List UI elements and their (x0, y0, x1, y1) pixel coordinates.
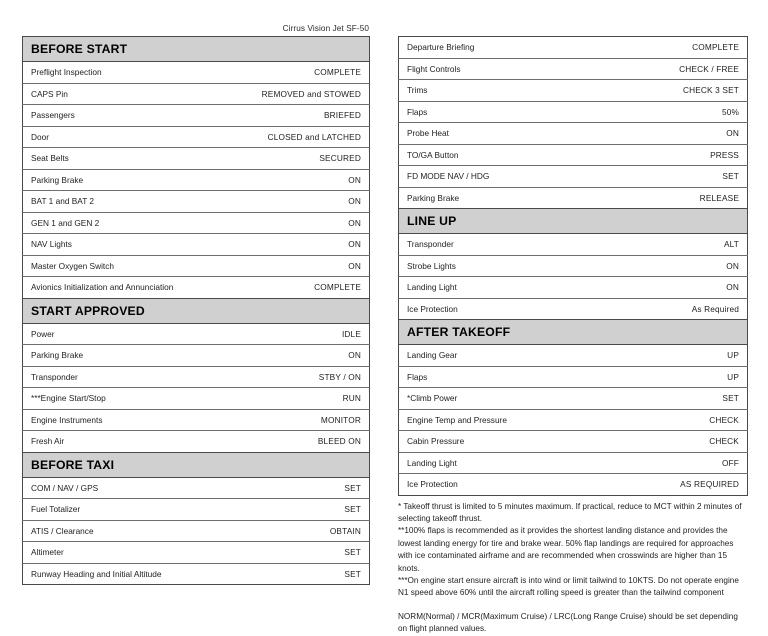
checklist-item-row[interactable] (23, 499, 370, 521)
checklist-item-row[interactable] (399, 366, 748, 388)
checklist-item-value: ON (196, 191, 370, 213)
checklist-item-row[interactable] (399, 80, 748, 102)
checklist-item-row[interactable] (23, 126, 370, 148)
checklist-item-label: Power (23, 323, 197, 345)
checklist-item-row[interactable] (23, 366, 370, 388)
checklist-item-label: Transponder (399, 234, 574, 256)
checklist-item-row[interactable] (23, 255, 370, 277)
checklist-item-row[interactable] (399, 452, 748, 474)
checklist-item-label: Parking Brake (23, 169, 197, 191)
checklist-item-row[interactable] (399, 234, 748, 256)
checklist-item-value: SET (196, 563, 370, 585)
checklist-item-value: ON (196, 169, 370, 191)
right-column (398, 0, 748, 636)
checklist-item-row[interactable] (399, 388, 748, 410)
checklist-item-label: Fuel Totalizer (23, 499, 197, 521)
section-header-row (23, 298, 370, 323)
section-header-row (399, 320, 748, 345)
left-column (22, 0, 370, 585)
checklist-item-row[interactable] (23, 234, 370, 256)
checklist-item-label: FD MODE NAV / HDG (399, 166, 574, 188)
checklist-item-row[interactable] (23, 212, 370, 234)
checklist-item-value: ON (196, 212, 370, 234)
checklist-item-label: Parking Brake (23, 345, 197, 367)
checklist-item-value: SET (196, 477, 370, 499)
checklist-item-value: ON (196, 345, 370, 367)
checklist-item-value: MONITOR (196, 409, 370, 431)
checklist-item-value: SET (573, 388, 748, 410)
footnote-paragraph: ***On engine start ensure aircraft is into wind or limit tailwind to 10KTS. Do not operate engine N1 speed above 60% until the aircraft rolling speed is greater than the tailwind component (398, 575, 739, 598)
checklist-item-value: SET (573, 166, 748, 188)
checklist-item-row[interactable] (23, 148, 370, 170)
section-title: LINE UP (399, 209, 748, 234)
checklist-item-row[interactable] (23, 563, 370, 585)
checklist-item-label: Door (23, 126, 197, 148)
checklist-item-value: BLEED ON (196, 431, 370, 453)
checklist-item-value: SECURED (196, 148, 370, 170)
checklist-item-value: CHECK 3 SET (573, 80, 748, 102)
checklist-item-value: CLOSED and LATCHED (196, 126, 370, 148)
checklist-item-label: COM / NAV / GPS (23, 477, 197, 499)
section-header-row (399, 209, 748, 234)
checklist-item-label: Preflight Inspection (23, 62, 197, 84)
checklist-item-row[interactable] (399, 101, 748, 123)
checklist-item-row[interactable] (399, 166, 748, 188)
checklist-item-value: CHECK (573, 431, 748, 453)
checklist-item-row[interactable] (399, 255, 748, 277)
checklist-item-label: NAV Lights (23, 234, 197, 256)
checklist-item-row[interactable] (23, 477, 370, 499)
section-title: BEFORE START (23, 37, 370, 62)
checklist-item-row[interactable] (23, 409, 370, 431)
checklist-item-value: UP (573, 366, 748, 388)
checklist-item-row[interactable] (23, 277, 370, 299)
checklist-item-value: AS REQUIRED (573, 474, 748, 496)
left-checklist-body (23, 37, 370, 585)
checklist-item-label: Engine Temp and Pressure (399, 409, 574, 431)
checklist-item-value: ON (196, 255, 370, 277)
footnotes (398, 501, 748, 636)
checklist-item-value: RELEASE (573, 187, 748, 209)
checklist-item-row[interactable] (399, 345, 748, 367)
checklist-item-row[interactable] (23, 431, 370, 453)
checklist-item-value: ON (573, 255, 748, 277)
section-title: BEFORE TAXI (23, 452, 370, 477)
checklist-item-value: CHECK / FREE (573, 58, 748, 80)
checklist-item-row[interactable] (399, 409, 748, 431)
checklist-item-label: Ice Protection (399, 298, 574, 320)
checklist-item-label: Engine Instruments (23, 409, 197, 431)
checklist-item-value: COMPLETE (196, 62, 370, 84)
checklist-item-value: CHECK (573, 409, 748, 431)
checklist-item-row[interactable] (399, 474, 748, 496)
checklist-item-label: Fresh Air (23, 431, 197, 453)
checklist-item-label: Passengers (23, 105, 197, 127)
right-checklist-table (398, 36, 748, 496)
checklist-item-label: Probe Heat (399, 123, 574, 145)
checklist-item-label: Transponder (23, 366, 197, 388)
checklist-item-row[interactable] (23, 105, 370, 127)
left-checklist-table (22, 36, 370, 585)
checklist-item-label: Trims (399, 80, 574, 102)
checklist-item-value: ON (196, 234, 370, 256)
checklist-item-row[interactable] (399, 431, 748, 453)
checklist-item-row[interactable] (23, 191, 370, 213)
footnote-paragraph: **100% flaps is recommended as it provides the shortest landing distance and provides the lowest landing energy for tire and brake wear. 50% flap landings are required for approaches with ice contaminated airframe and are recommended when crosswinds are higher than 15 knots. (398, 526, 734, 573)
section-title: START APPROVED (23, 298, 370, 323)
checklist-item-label: Runway Heading and Initial Altitude (23, 563, 197, 585)
section-header-row (23, 37, 370, 62)
checklist-item-row[interactable] (23, 169, 370, 191)
checklist-item-row[interactable] (399, 144, 748, 166)
checklist-item-value: OBTAIN (196, 520, 370, 542)
checklist-item-row[interactable] (399, 123, 748, 145)
checklist-item-label: Cabin Pressure (399, 431, 574, 453)
checklist-item-row[interactable] (23, 520, 370, 542)
checklist-item-value: IDLE (196, 323, 370, 345)
checklist-item-row[interactable] (399, 298, 748, 320)
section-title: AFTER TAKEOFF (399, 320, 748, 345)
checklist-item-label: Flaps (399, 366, 574, 388)
checklist-item-value: UP (573, 345, 748, 367)
checklist-item-label: Landing Light (399, 277, 574, 299)
checklist-item-row[interactable] (399, 187, 748, 209)
checklist-item-row[interactable] (399, 58, 748, 80)
checklist-item-row[interactable] (23, 62, 370, 84)
checklist-item-row[interactable] (399, 37, 748, 59)
checklist-item-label: Altimeter (23, 542, 197, 564)
right-column-spacer (398, 0, 748, 36)
checklist-item-value: SET (196, 499, 370, 521)
document-header-label: Cirrus Vision Jet SF-50 (282, 24, 369, 33)
checklist-item-label: Flaps (399, 101, 574, 123)
checklist-item-label: BAT 1 and BAT 2 (23, 191, 197, 213)
checklist-item-value: As Required (573, 298, 748, 320)
checklist-item-value: REMOVED and STOWED (196, 83, 370, 105)
checklist-item-row[interactable] (23, 83, 370, 105)
checklist-item-row[interactable] (23, 323, 370, 345)
checklist-item-value: ALT (573, 234, 748, 256)
checklist-item-value: COMPLETE (196, 277, 370, 299)
checklist-item-row[interactable] (23, 542, 370, 564)
checklist-item-label: Ice Protection (399, 474, 574, 496)
checklist-item-label: *Climb Power (399, 388, 574, 410)
checklist-item-label: Departure Briefing (407, 42, 475, 53)
checklist-item-label: Landing Gear (399, 345, 574, 367)
checklist-item-label: ***Engine Start/Stop (23, 388, 197, 410)
footnote-paragraph: NORM(Normal) / MCR(Maximum Cruise) / LRC(Long Range Cruise) should be set depending on flight planned values. (398, 611, 738, 634)
checklist-item-label: ATIS / Clearance (23, 520, 197, 542)
checklist-item-label: Strobe Lights (399, 255, 574, 277)
checklist-item-value: PRESS (573, 144, 748, 166)
checklist-item-label: Landing Light (399, 452, 574, 474)
checklist-item-value: ON (573, 277, 748, 299)
checklist-item-label: Seat Belts (23, 148, 197, 170)
checklist-item-row[interactable] (23, 388, 370, 410)
section-header-row (23, 452, 370, 477)
checklist-item-value: 50% (573, 101, 748, 123)
checklist-item-value: COMPLETE (692, 42, 739, 53)
checklist-item-value: SET (196, 542, 370, 564)
footnote-paragraph: * Takeoff thrust is limited to 5 minutes maximum. If practical, reduce to MCT within 2 minutes of selecting takeoff thrust. (398, 501, 742, 523)
checklist-item-value: STBY / ON (196, 366, 370, 388)
checklist-item-label: Flight Controls (399, 58, 574, 80)
right-checklist-body (399, 37, 748, 496)
checklist-item-value: RUN (196, 388, 370, 410)
checklist-item-label: CAPS Pin (23, 83, 197, 105)
checklist-item-label: TO/GA Button (399, 144, 574, 166)
checklist-item-value: BRIEFED (196, 105, 370, 127)
checklist-item-label: Master Oxygen Switch (23, 255, 197, 277)
checklist-item-label: GEN 1 and GEN 2 (23, 212, 197, 234)
checklist-item-label: Parking Brake (399, 187, 574, 209)
checklist-item-row[interactable] (399, 277, 748, 299)
checklist-item-value: OFF (573, 452, 748, 474)
checklist-item-label: Avionics Initialization and Annunciation (23, 277, 197, 299)
checklist-item-row[interactable] (23, 345, 370, 367)
checklist-item-value: ON (573, 123, 748, 145)
